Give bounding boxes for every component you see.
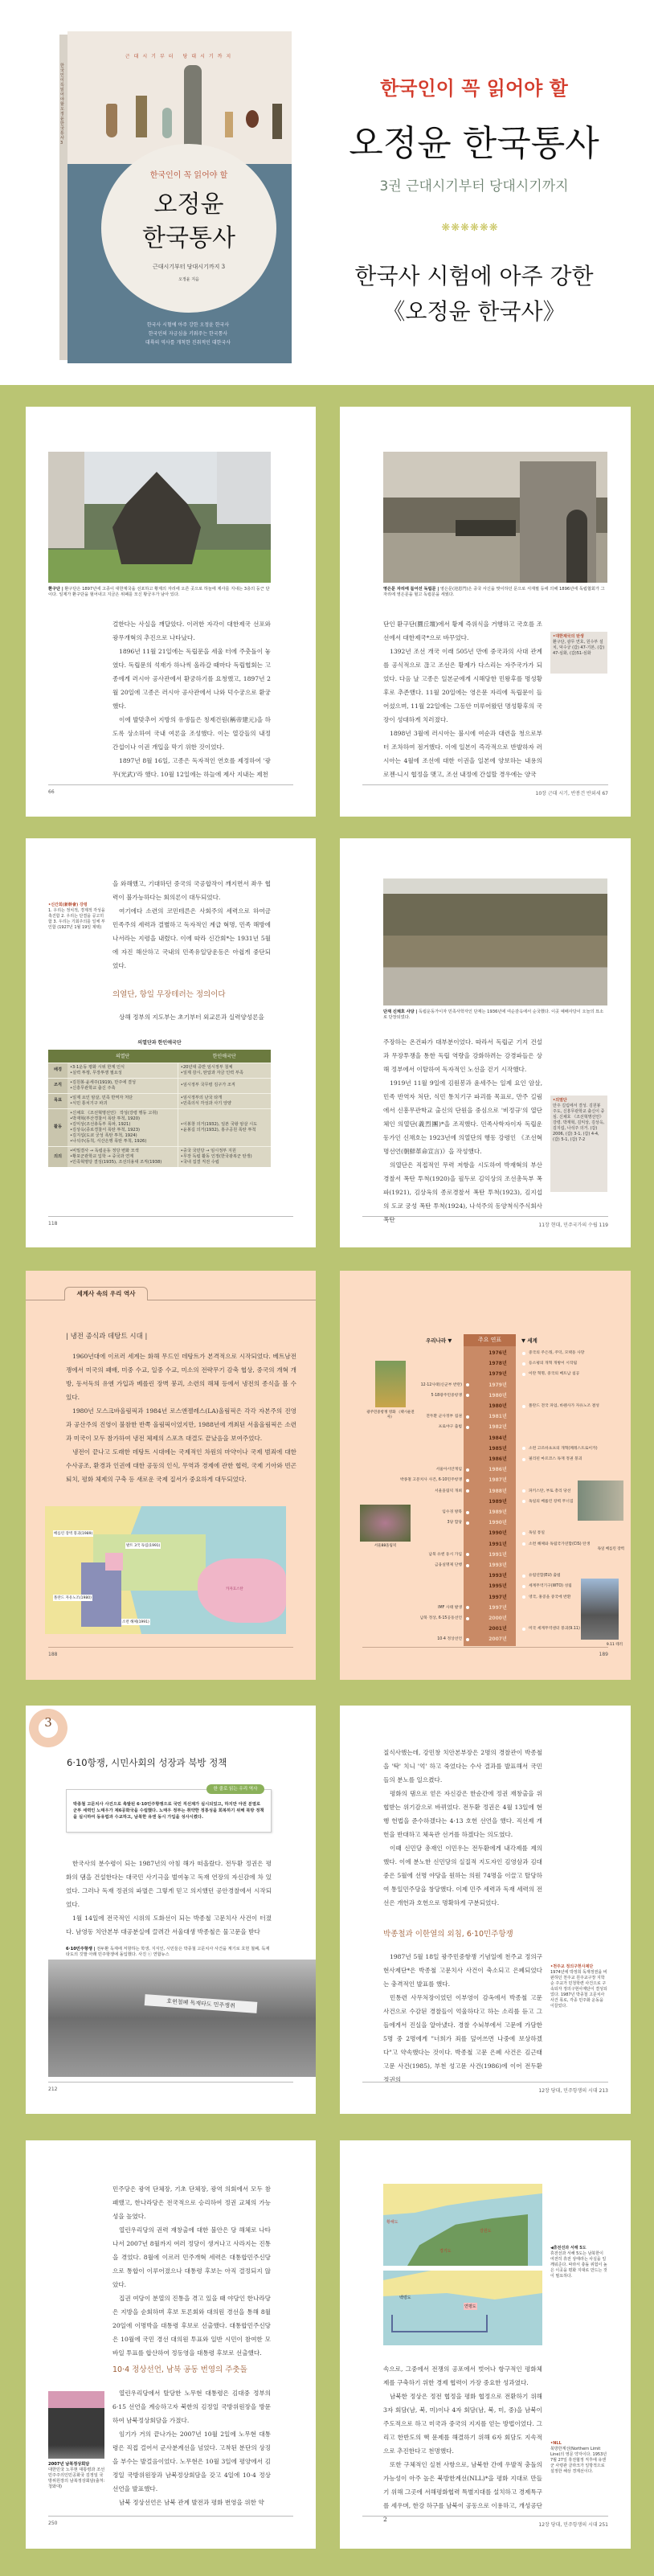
summary-box: 박종철 고문치사 사건으로 촉발된 6·10민주항쟁으로 국민 직선제가 실시되었고, 하지만 야권 분열로 군부 세력인 노태우가 제6공화국을 수립했다. 노태우 정부는 취약한 정통성을 회복하기 위해 북방 정책을 실시하여 동유럽과 수교하고, 남북한 유엔 동시 가입을 성사시켰다. (66, 1789, 272, 1833)
table-title: 의열단과 한인애국단 (137, 1040, 182, 1046)
body-text: 상해 정부의 지도부는 초기부터 외교론과 실력양성론을 (119, 1014, 264, 1021)
timeline-dot (522, 1628, 525, 1631)
cover-kicker: 한국인이 꼭 읽어야 할 (149, 171, 228, 180)
page-footer-label: 10장 근대 시기, 반봉건 반외세 67 (535, 791, 608, 797)
row-label: 활동 (48, 1108, 67, 1146)
row-label: 목표 (48, 1093, 67, 1108)
timeline-dot (522, 1500, 525, 1503)
page-footer (362, 1216, 608, 1226)
timeline-entry (345, 1434, 627, 1443)
artifact-image (106, 104, 117, 137)
dmz-map (383, 2184, 542, 2266)
cover-blurb: 대륙의 역사를 개척한 진취적인 대한국사 (145, 340, 231, 346)
korea-event: 남북 정상, 6·15공동선언 (419, 1616, 462, 1620)
korea-event: 5·18광주민중항쟁 (431, 1393, 462, 1398)
map-label: 강원도 (480, 2229, 492, 2234)
korea-event: 서울올림픽 개최 (435, 1489, 462, 1493)
page-number: 118 (48, 1221, 58, 1227)
body-text: 걸한다는 사실을 깨달았다. 이러한 자각이 대한제국 선포와 광무개혁의 추진으로 나타났다. 1896년 11월 21일에는 독립문을 세울 터에 주춧돌이 놓였다. 독립문의 석재가 하나씩 올라갈 때마다 독립협회는 고종에게 러시아 공사관에서 환궁하기를 요청했고, 1897년 2월 20일에 고종은 러시아 공사관에서 나와 덕수궁으로 환궁했다. 이에 발맞추어 지방의 유생들은 칭제건원(稱帝建元)을 하도록 상소하여 국내 여론을 조성했다. 이는 열강들의 내정 간섭이나 이권 개입을 막기 위한 것이었다. 1897년 8월 16일, 고종은 독자적인 연호를 제정하여 '광무(光武)'라 했다. 10월 12일에는 하늘에 제사 지내는 제천 (112, 620, 271, 778)
header-title: 오정윤 한국통사 (349, 123, 599, 164)
section-heading: 10·4 정상선언, 남북 공동 번영의 주춧돌 (112, 2365, 247, 2374)
timeline-dot (466, 1564, 469, 1567)
table-header: 한인애국단 (178, 1050, 271, 1063)
timeline-dot (466, 1468, 469, 1472)
timeline-dot (466, 1606, 469, 1609)
timeline-year: 1997년 (488, 1604, 507, 1611)
map-label: 연평도 (464, 2304, 476, 2309)
photo-caption: 광주민중항쟁 영화 《택시운전사》 (366, 1411, 415, 1419)
page-188 (26, 1271, 316, 1680)
timeline-dot (522, 1542, 525, 1546)
page-footer (362, 2082, 608, 2094)
row-label: 조직 (48, 1078, 67, 1093)
body-text: 을 와해했고, 기대하던 중국의 국공합작이 깨지면서 좌우 협력이 불가능하다는 회의론이 대두되었다. 여기에다 소련의 코민테른은 사회주의 세력으로 하여금 민족주의 세력과 결별하고 독자적인 계급 혁명, 민족 해방에 나서라는 지령을 내렸다. 이에 따라 신간회*는 1931년 5월에 자진 해산하고 국내의 민족유일당운동은 아쉽게 중단되었다. (112, 880, 271, 969)
911-photo (581, 1579, 619, 1640)
header-kicker: 한국인이 꼭 읽어야 할 (380, 77, 568, 100)
page-212 (26, 1706, 316, 2114)
timeline-dot (522, 1352, 525, 1355)
page-118 (26, 838, 316, 1247)
page-66 (26, 407, 316, 817)
map-label: 소련 해체(1991) (122, 1620, 149, 1624)
row-label: 의의 (48, 1146, 67, 1167)
timeline-year: 1995년 (488, 1583, 507, 1590)
timeline-dot (522, 1458, 525, 1461)
photo-caption: 9.11 테러 (606, 1643, 623, 1647)
timeline-dot (466, 1479, 469, 1482)
cover-circle (101, 144, 276, 313)
page-footer (362, 2516, 608, 2528)
korea-event: 프로야구 출범 (438, 1425, 462, 1430)
timeline-dot (466, 1521, 469, 1525)
timeline-entry (345, 1444, 627, 1453)
photo-caption: 독일 베를린 장벽 (597, 1547, 624, 1551)
side-note: •신간회(新幹會) 강령 1. 우리는 정치적, 경제적 각성을 촉진함 2. 우리는 단결을 공고히 함 3. 우리는 기회주의를 일체 부인함 (1927년 1월 19일 제택) (48, 903, 105, 930)
page-footer-label: 12장 당대, 민주항쟁의 시대 251 (538, 2522, 608, 2528)
korea-event: 박종철 고문치사 사건, 6·10민주항쟁 (399, 1478, 462, 1483)
map-label: 백령도 (399, 2295, 411, 2300)
table-row (48, 1108, 271, 1146)
timeline-year: 1990년 (488, 1520, 507, 1526)
world-event: 등소평의 개혁 개방이 시작됨 (529, 1362, 578, 1366)
section-heading: 의열단, 항일 무장테러는 정의이다 (112, 990, 226, 999)
section-title: 6·10항쟁, 시민사회의 성장과 북방 정책 (67, 1757, 227, 1768)
timeline-year: 1979년 (488, 1382, 507, 1388)
timeline-header: 주요 연표 (464, 1334, 516, 1346)
table-cell: •일제 요인 암살, 민족 반역자 처단 •식민 통치기구 파괴 (67, 1093, 178, 1108)
chapter-number: 3 (44, 1715, 52, 1730)
timeline-dot (522, 1532, 525, 1535)
page-footer-label: 12장 당대, 민주항쟁의 시대 213 (538, 2088, 608, 2094)
cover-volume: 근대시기부터 당대시기까지 3 (152, 264, 226, 270)
photo-caption: 환구단 | 환구단은 1897년에 고종이 대한제국을 선포하고 황제의 자리에 오른 곳으로 하늘에 제사를 지내는 3층의 둥근 단이다. 일제가 환구단을 헐어내고 지금은 위패를 모신 황궁우가 남아 있다. (48, 587, 270, 597)
korea-event: 12·12사태(신군부 반란) (420, 1382, 462, 1387)
spine-text: 한국인이 꼭 읽어야 할 오정윤 한국통사 3 (60, 63, 64, 145)
table-cell: •중국 국민당 → 임시정부 지원 •무장 독립 활동 인정(한국광복군 탄생) •국내 집결 직전 수립 (178, 1146, 271, 1167)
header-subtitle: 3권 근대시기부터 당대시기까지 (379, 178, 569, 195)
korea-event: 서울아시안게임 (435, 1468, 462, 1472)
body-text: 1987년 5월 18일 광주민중항쟁 기념일에 천주교 정의구현사제단*은 박종철 고문치사 사건이 축소되고 은폐되었다는 충격적인 발표를 했다. 민통련 사무처장이었던 이부영이 감옥에서 박종철 고문 사건으로 수감된 경찰들이 억울하다고 하는 소리를 듣고 그들에게서 진실을 알아냈다. 경찰 수뇌부에서 고문에 가담한 5명 중 2명에게 "너희가 죄를 덮어쓰면 나중에 보상하겠다"고 약속했다는 것이다. 박종철 고문 은폐 사건은 김근태 고문 사건(1985), 부천 성고문 사건(1986)에 이어 전두환 정권의 (383, 1953, 542, 2083)
table-row (48, 1063, 271, 1078)
page-251 (340, 2140, 631, 2549)
body-text: 주장하는 온건파가 대부분이었다. 따라서 독립군 기지 건설과 무장투쟁을 통한 독립 역량을 강화하려는 강경파들은 상해 정부에서 이탈하여 독자적인 노선을 걷기 시작했다. 1919년 11월 9일에 김원봉과 윤세주는 일제 요인 암살, 민족 반역자 처단, 식민 통치기구 파괴를 목표로, 만주 길림에서 신흥무관학교 출신의 단원을 중심으로 '비정규'의 열단체인 의열단(義烈團)*을 조직했다. 민족사학자이자 독립운동가인 신채호는 1923년에 의열단의 행동 강령인 《조선혁명선언(朝鮮革命宣言)》을 작성했다. 의열단은 직접적인 무력 저항을 시도하여 박재혁의 부산경찰서 폭탄 투척(1920)을 필두로 김익상의 조선총독부 폭파(1921), 김상옥의 종로경찰서 폭탄 투척(1923), 김지섭의 도쿄 궁성 폭탄 투척(1924), 나석주의 동양척식주식회사 폭탄 (383, 1038, 542, 1223)
timeline-year: 1981년 (488, 1414, 507, 1420)
table-row (48, 1146, 271, 1167)
timeline-year: 1978년 (488, 1361, 507, 1367)
table-cell: •신채호 《조선혁명선언》 작성(강령 행동 고취) •박재혁(부산경찰서 폭탄 투척, 1920) •김익상(조선총독부 폭파, 1921) •김상옥(종로경찰서 폭탄 투척, 1923) •김지섭(도쿄 궁성 폭탄 투척, 1924) •나석주(동척, 식산은행 폭탄 투척, 1926) (67, 1108, 178, 1146)
timeline-year: 1993년 (488, 1562, 507, 1568)
map-label: 경기도 (439, 2249, 452, 2254)
building-shape (217, 452, 271, 524)
world-event: 폴란드 전국 파업, 바웬사가 자유노조 결성 (529, 1404, 599, 1408)
body-text: 한국사의 분수령이 되는 1987년의 아침 해가 떠올랐다. 전두환 정권은 평화의 댐을 건설한다는 대국민 사기극을 벌여놓고 독재 연장의 자신감에 차 있었다. 그러나 독재 정권의 파멸은 그렇게 믿고 의지했던 공안경찰에서 시작되었다. 1월 14일에 전국적인 시위의 도화선이 되는 박종철 고문치사 사건이 터졌다. 남영동 치안본부 대공분실에 끌려간 서울대생 박종철은 물고문을 받다 (66, 1860, 272, 1935)
timeline-dot (466, 1638, 469, 1641)
world-event: 필리핀 마르코스 독재 정권 붕괴 (529, 1457, 582, 1461)
protest-banner: 호헌철폐 독재타도 민주쟁취 (145, 1994, 258, 2013)
gate-shape (520, 461, 596, 583)
timeline-year: 1988년 (488, 1488, 507, 1494)
table-cell: •임시정부 국무령 김구가 조직 (178, 1078, 271, 1093)
side-note: •천주교 정의구현사제단 1974년에 박정희 독재정권을 비판하던 천주교 원주교구장 지학순 주교가 민청학련 사건으로 구속되자 정의구현사제단이 결성되었다. 1987년 박종철 고문치사 사건 폭로, 각종 민주화 운동을 이끌었다. (550, 1964, 607, 2009)
world-event: 세계무역기구(WTO) 성립 (529, 1584, 572, 1589)
timeline-year: 1980년 (488, 1392, 507, 1399)
timeline-korea-label: 우리나라 ▼ (426, 1337, 452, 1344)
cover-title-2: 한국통사 (142, 224, 235, 252)
section-heading: | 냉전 종식과 데탕트 시대 | (66, 1333, 148, 1341)
timeline-dot (466, 1489, 469, 1493)
cover-tagline: 근대시기부터 당대시기까지 (125, 54, 235, 59)
timeline-dot (466, 1383, 469, 1386)
map-label: 발트 3국 독립(1991) (126, 1544, 161, 1548)
header-tagline-2: 《오정윤 한국사》 (382, 298, 566, 325)
page-250 (26, 2140, 316, 2549)
page-number: 212 (48, 2087, 58, 2092)
south-region (407, 2214, 528, 2266)
timeline-year: 1985년 (488, 1445, 507, 1452)
world-event: 독일 통일 (529, 1531, 546, 1536)
decorative-stars: ❋❋❋❋❋❋ (441, 222, 499, 234)
page-number: 66 (48, 789, 55, 795)
timeline-dot (466, 1415, 469, 1419)
map-label: 폴란드 자유노조(1980) (54, 1596, 92, 1600)
book-cover (59, 31, 292, 363)
table-cell: •비밀결사 → 독립운동 정당 변화 모색 •황포군관학교 입학 → 중국과 연계 •민족혁명당 결성(1935), 조선의용대 조직(1938) (67, 1146, 178, 1167)
world-event: 이란 혁명, 중국의 베트남 침공 (529, 1372, 580, 1377)
korea-event: 3당 합당 (447, 1521, 462, 1526)
page-number: 250 (48, 2521, 58, 2526)
cover-blurbs (116, 321, 260, 347)
timeline-year: 2007년 (488, 1636, 507, 1643)
timeline-year: 1991년 (488, 1551, 507, 1558)
cover-bottom (67, 164, 292, 363)
korea-event: 임수경 방북 (442, 1510, 462, 1514)
page-213 (340, 1706, 631, 2114)
korea-event: IMF 사태 발생 (438, 1605, 462, 1610)
body-text: 열린우리당에서 탈당한 노무현 대통령은 김대중 정부의 6·15 선언을 계승하고자 북한의 김정일 국방위원장을 방문하여 남북정상회담을 가졌다. 임기가 거의 끝나가는 2007년 10월 2일에 노무현 대통령은 직접 걸어서 군사분계선을 넘었다. 고착된 분단의 상징을 부수는 발걸음이었다. 노무현은 10월 3일에 평양에서 김정일 국방위원장과 남북정상회담을 갖고 4일에 10·4 정상선언을 발표했다. 남북 정상선언은 남북 관계 발전과 평화 번영을 위한 약 (112, 2390, 271, 2506)
timeline-dot (466, 1617, 469, 1620)
timeline-entry (345, 1465, 627, 1474)
map-label: 베를린 장벽 붕괴(1989) (54, 1532, 93, 1536)
building-shape (456, 520, 516, 536)
korea-event: 금융실명제 단행 (435, 1563, 462, 1567)
timeline-dot (466, 1394, 469, 1397)
timeline-dot (522, 1585, 525, 1588)
world-event: 소련 고르바초프의 개혁(페레스트로이카) (529, 1446, 598, 1451)
body-text: 단인 환구단(圜丘壇)에서 황제 즉위식을 거행하고 국호를 조선에서 대한제국*으로 바꾸었다. 1392년 조선 개국 이래 505년 만에 중국과의 사대 관계를 공식적으로 끊고 조선은 황제가 다스리는 자주국가가 되었다. 다음 날 고종은 일본군에게 시해당한 민왕후를 명성황후로 추존했다. 11월 20일에는 영은문 자리에 독립문이 들어섰으며, 11월 22일에는 그동안 미루어왔던 명성황후의 국장이 성대하게 치러졌다. 1898년 3월에 러시아는 불시에 여순과 대련을 청으로부터 조차하여 점거했다. 이에 일본이 즉각적으로 반발하자 러시아는 4월에 조선에 대한 이권을 일본에 양보하는 내용의 로젠-니시 협정을 맺고, 조선 내정에 간섭할 경우에는 양국 (383, 620, 542, 778)
table-row (48, 1078, 271, 1093)
cover-blurb: 한국사 시험에 아주 강한 오정윤 한국사 (146, 322, 230, 328)
page-footer (48, 1647, 293, 1657)
timeline-year: 1989년 (488, 1498, 507, 1505)
body-text: 민주당은 광역 단체장, 기초 단체장, 광역 의회에서 모두 참패했고, 한나라당은 전국적으로 승리하여 정권 교체의 가능성을 높였다. 열린우리당의 권력 재창출에 대한 불안은 당 해체로 나타나서 2007년 8월까지 여러 정당이 생겨나고 사라지는 진통을 겪었다. 8월에 이르러 민주개혁 세력은 대통합민주신당으로 통합이 이루어졌으나 대통령 후보는 아직 결정되지 않았다. 집권 여당이 분열의 진통을 겪고 있을 때 야당인 한나라당은 지방을 순회하며 후보 토론회와 대의원 경선을 통해 8월 20일에 이명박을 대통령 후보로 선출했다. 대통합민주신당은 10월에 국민 경선 대의원 투표와 일반 시민이 참여한 모바일 투표를 합산하여 정동영을 대통령 후보로 선출했다. (112, 2185, 271, 2357)
body-text: 속으로, 그중에서 전쟁의 공포에서 벗어나 항구적인 평화체제를 구축하기 위한 경제 협력이 가장 중요한 성과였다. 남북한 정상은 정전 협정을 평화 협정으로 전환하기 위해 3자 회담(남, 북, 미)이나 4자 회담(남, 북, 미, 중)을 남북이 주도적으로 하고 미국과 중국의 지지를 얻는 방법이었다. 그리고 한반도의 핵 문제를 해결하기 위해 6자 회담도 지속적으로 추진한다고 천명했다. 또한 구체적인 실천 사항으로, 남북한 간에 우발적 충돌의 가능성이 아주 높은 북방한계선(NLL)*을 평화 지대로 만들기 위해 그곳에 서해평화협력 특별지대를 설치하고 경제특구를 세우며, 한강 하구를 남북이 공동으로 이용하고, 개성공단 2 (383, 2365, 542, 2523)
korea-event: 남북 유엔 동시 가입 (428, 1552, 462, 1557)
body-text: 1960년대에 이르러 세계는 화해 무드인 데탕트가 본격적으로 시작되었다. 베트남전쟁에서 미국의 패배, 미중 수교, 일중 수교, 미소의 전략무기 감축 협상, 중국의 개혁 개방, 동서독의 유엔 가입과 베를린 장벽 붕괴, 소련의 해체 등에서 냉전의 종식을 볼 수 있다. 1980년 모스크바올림픽과 1984년 로스앤젤레스(LA)올림픽은 각각 자본주의 진영과 공산주의 진영이 불참한 반쪽 올림픽이었지만, 1988년에 개최된 서울올림픽은 소련과 미국이 모두 참가하여 냉전 체제의 스포츠 대결도 끝났음을 보여주었다. 냉전이 끝나고 도래한 데탕트 시대에는 국제적인 차원의 마약이나 국제 범죄에 대한 수사공조, 환경과 인권에 대한 공동의 인식, 무역과 경제에 관한 협력, 국제 기아와 빈곤 퇴치, 평화 체제의 구축 등 새로운 국제 질서가 중요하게 대두되었다. (66, 1353, 296, 1483)
timeline-year: 1991년 (488, 1541, 507, 1547)
timeline-year: 2001년 (488, 1626, 507, 1632)
olympics-photo (360, 1505, 411, 1542)
timeline-year: 1990년 (488, 1530, 507, 1537)
timeline-year: 1997년 (488, 1594, 507, 1600)
page-number: 189 (599, 1652, 608, 1657)
gate-arch (566, 510, 587, 583)
photo-caption: 6·10민주항쟁 | 전두환 독재에 저항하는 학생, 지식인, 시민들은 박종철 고문치사 사건을 계기로 호헌 철폐, 독재 타도의 깃발 아래 민주항쟁에 돌입했다. 사진 ⓒ 연합뉴스 (66, 1947, 270, 1957)
timeline-dot (522, 1362, 525, 1366)
june-uprising-photo (48, 1960, 316, 2077)
world-event: 파키스탄, 부토 총리 당선 (529, 1489, 571, 1493)
timeline-dot (522, 1489, 525, 1493)
photo-caption: 2007년 남북정상회담 대한민국 노무현 대통령과 조선민주주의인민공화국 김정일 국방위원장의 남북정상회담(출처: 청와대) (48, 2462, 105, 2489)
timeline-dot (466, 1426, 469, 1429)
table-row (48, 1093, 271, 1108)
timeline-year: 1982년 (488, 1424, 507, 1431)
artifact-image (136, 96, 147, 137)
world-event: 중국의 주은래, 주덕, 모택동 사망 (529, 1351, 585, 1355)
timeline-entry (345, 1349, 627, 1358)
summit-photo (48, 2391, 104, 2459)
page-footer (48, 2516, 293, 2525)
timeline-world-label: ▼ 세계 (521, 1337, 538, 1344)
cover-blurb: 한국인의 자긍심을 키워주는 한국통사 (148, 331, 228, 337)
building-shape (48, 452, 84, 548)
west-sea-map (383, 2271, 542, 2345)
page-footer (362, 784, 608, 797)
page-footer (48, 784, 293, 794)
page-119 (340, 838, 631, 1247)
korea-event: 10·4 정상선언 (437, 1637, 462, 1642)
timeline-year: 1989년 (488, 1509, 507, 1515)
korea-event: 전두환 군사정부 집권 (426, 1415, 462, 1419)
photo-caption: 서울88올림픽 (374, 1544, 397, 1548)
table-cell: •20년대 중반 임시정부 침체 •일제 감시, 탄압과 자금 인력 부족 (178, 1063, 271, 1078)
timeline-year: 2000년 (488, 1616, 507, 1621)
timeline-year: 1986년 (488, 1467, 507, 1473)
artifact-image (162, 108, 172, 138)
map-label: 황해도 (386, 2220, 399, 2225)
comparison-table (48, 1050, 271, 1167)
timeline-year: 1993년 (488, 1573, 507, 1579)
world-event: 유럽연합(EU) 출범 (529, 1574, 561, 1579)
timeline-entry (345, 1455, 627, 1464)
timeline-entry (345, 1561, 627, 1570)
table-header (48, 1050, 67, 1063)
section-heading: 박종철과 이한열의 외침, 6·10민주항쟁 (383, 1930, 513, 1939)
timeline-year: 1986년 (488, 1456, 507, 1462)
map-region (105, 1553, 123, 1571)
nll-line (391, 2315, 488, 2332)
independence-gate-photo (383, 452, 607, 583)
timeline-year: 1984년 (488, 1435, 507, 1441)
cover-title-1: 오정윤 (153, 190, 224, 219)
hwangudan-photo (48, 452, 271, 583)
timeline-year: 1987년 (488, 1477, 507, 1484)
page-footer (48, 1216, 293, 1226)
table-cell: •3·1운동 평화 시위 한계 인식 •실력 투쟁, 무장투쟁 필요성 (67, 1063, 178, 1078)
timeline-year: 1980년 (488, 1403, 507, 1409)
side-note: •대한제국의 탄생 환구단, 광무 연호, 원수부 설치, 덕수궁 (갑) 47-기본, (갑) 47-심화, (갑)51-심화 (550, 632, 607, 674)
timeline-dot (522, 1405, 525, 1408)
timeline-year: 1979년 (488, 1371, 507, 1378)
map-side-note: ◀휴전선과 서해 5도 휴전선과 서해 5도는 남북한이 여전히 휴전 상태라는 사실을 일깨워준다. 따라서 충돌 위험이 높은 이곳을 평화 지대로 만드는 것이 필요하다. (550, 2246, 607, 2279)
timeline-dot (522, 1373, 525, 1376)
page-footer-label: 11장 현대, 민주국가의 수립 119 (538, 1222, 608, 1228)
timeline-year: 1976년 (488, 1350, 507, 1356)
side-note: •의열단 만주 길림에서 결성. 김원봉 주도, 신흥무관학교 출신이 중심. 신채호 《조선혁명선언》 강령. 박재혁, 김익상, 김상옥, 김지섭, 나석주 의거. (갑) 2006, (갑) 3-1, (갑) 4-4, (갑) 5-1, (갑) 7-2 (550, 1096, 607, 1192)
page-footer (362, 1647, 608, 1657)
side-note: •NLL 북방한계선(Northern Limit Line)의 영문 약자이다. 1953년 7월 27일 휴전협정 직후에 유엔군 사령관 클라크가 일방적으로 설정한 해상 경계선이다. (550, 2441, 607, 2474)
timeline-dot (466, 1511, 469, 1514)
world-event: 독일의 베를린 장벽 무너짐 (529, 1499, 574, 1504)
timeline-dot (522, 1595, 525, 1599)
world-event: 영국, 홍콩을 중국에 반환 (529, 1595, 571, 1599)
table-header: 의열단 (67, 1050, 178, 1063)
movie-poster-photo (375, 1361, 406, 1407)
pavilion-shape (112, 472, 201, 564)
world-event: 소련 해체와 독립국가연합(CIS) 탄생 (529, 1542, 591, 1546)
header-tagline-1: 한국사 시험에 아주 강한 (354, 263, 594, 289)
europe-asia-map (45, 1506, 286, 1634)
timeline-dot (522, 1447, 525, 1450)
map-label: 카자흐스탄 (226, 1587, 243, 1591)
row-label: 배경 (48, 1063, 67, 1078)
photo-caption: 영은문 자리에 들어선 독립문 | 영은문(迎恩門)은 중국 사신을 맞이하던 문으로 서재필 등에 의해 1896년에 독립협회가 그 자리에 영은문을 헐고 독립문을 세웠다. (383, 587, 605, 597)
page-footer (48, 2082, 293, 2091)
table-cell: •임시정부의 난국 타개 •민족의식 각성과 사기 앙양 (178, 1093, 271, 1108)
timeline-entry (345, 1423, 627, 1431)
cover-author: 오정윤 지음 (178, 277, 199, 282)
shrine-photo (383, 878, 607, 1005)
artifact-image (225, 112, 233, 137)
photo-caption: 단재 신채호 사당 | 독립운동가이자 민족사학자인 단재는 1936년에 여순감옥에서 순국했다. 이곳 예배사당이 오늘의 묘소로 단장되었다. (383, 1010, 604, 1020)
body-text: 질식사했는데, 강민창 치안본부장은 2명의 경찰관이 박종철을 '탁' 치니 '억' 하고 죽었다는 수사 결과를 발표해서 국민들의 분노를 일으켰다. 평화의 댐으로 얻은 자신감은 한순간에 정권 재창출을 위협받는 위기감으로 바뀌었다. 전두환 정권은 4월 13일에 현행 헌법을 준수하겠다는 4·13 호헌 선언을 했다. 직선제 개헌을 반대하고 체육관 선거를 하겠다는 의도였다. 이때 신민당 총재인 이민우는 전두환에게 내각제를 제의했다. 이에 분노한 신민당의 실질적 지도자인 김영삼과 김대중은 5월에 선명 야당을 원하는 의원 74명을 이끌고 탈당하여 통일민주당을 창당했다. 이제 민주 세력과 독재 세력의 전선은 개헌과 호헌으로 명확하게 구분되었다. (383, 1749, 542, 1906)
table-cell: •김원봉·윤세주(1919), 만주에 결성 •신흥무관학교 출신 주축 (67, 1078, 178, 1093)
table-cell: •이봉창 의거(1932), 일본 국왕 암살 시도 •윤봉길 의거(1932), 홍구공원 폭탄 투척 (178, 1108, 271, 1146)
summary-badge: 한 줄로 읽는 우리 역사 (206, 1784, 264, 1794)
timeline-dot (522, 1575, 525, 1578)
artifact-image (272, 104, 282, 139)
page-number: 188 (48, 1652, 58, 1657)
page-67 (340, 407, 631, 817)
section-tab: 세계사 속의 우리 역사 (64, 1287, 148, 1300)
timeline-dot (466, 1553, 469, 1556)
berlin-wall-photo (578, 1480, 623, 1521)
world-event: 미국 세계무역센터 붕괴(9.11) (529, 1627, 580, 1632)
timeline-entry (345, 1550, 627, 1559)
artifact-image (246, 110, 259, 128)
